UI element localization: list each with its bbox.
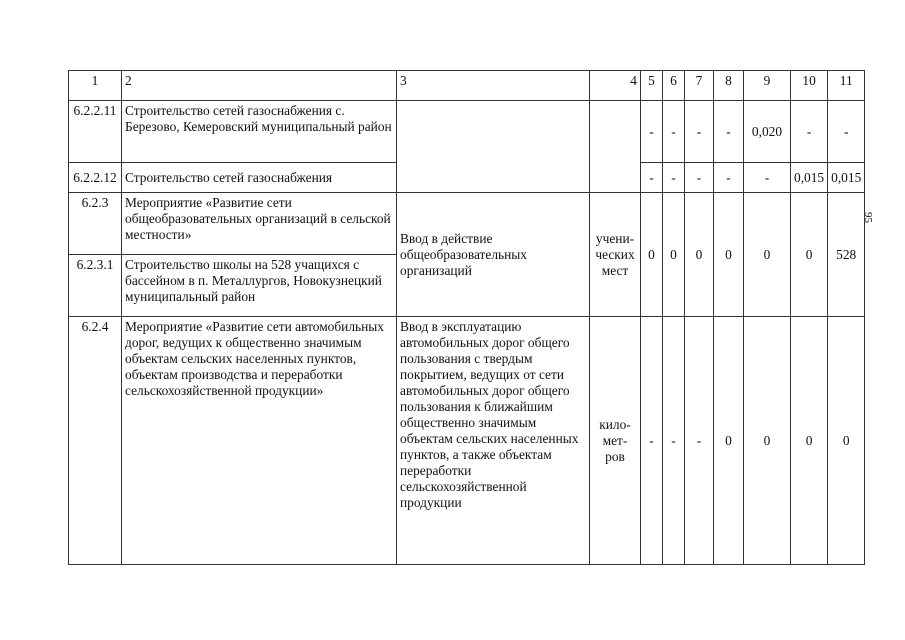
header-cell: 5: [641, 71, 663, 101]
row-name: Мероприятие «Развитие сети общеобразовательных организаций в сельской местности»: [122, 193, 397, 255]
value-cell: 528: [828, 193, 865, 317]
value-cell: -: [663, 101, 685, 163]
value-cell: -: [714, 163, 744, 193]
table-row: [69, 101, 865, 163]
header-cell: 10: [791, 71, 828, 101]
value-cell: 0,015: [828, 163, 865, 193]
row-number: 6.2.4: [69, 317, 122, 565]
header-cell: 2: [122, 71, 397, 101]
row-name: Строительство школы на 528 учащихся с бассейном в п. Металлургов, Новокузнецкий муниципальный район: [122, 255, 397, 317]
row-name: Строительство сетей газоснабжения: [122, 163, 397, 193]
value-cell: -: [791, 101, 828, 163]
header-cell: 3: [397, 71, 590, 101]
value-cell: 0,020: [744, 101, 791, 163]
header-cell: 9: [744, 71, 791, 101]
value-cell: 0: [685, 193, 714, 317]
header-cell: 7: [685, 71, 714, 101]
header-cell: 11: [828, 71, 865, 101]
value-cell: -: [663, 317, 685, 565]
indicator-cell: Ввод в эксплуатацию автомобильных дорог общего пользования с твердым покрытием, ведущих от сети автомобильных дорог общего пользования к ближайшим общественно значимым объектам сельских населенных пунктов, а также объектам переработки сельскохозяйственной продукции: [397, 317, 590, 565]
unit-cell-empty: [590, 101, 641, 193]
value-cell: 0: [791, 193, 828, 317]
value-cell: -: [744, 163, 791, 193]
indicator-cell-empty: [397, 101, 590, 193]
header-cell: 6: [663, 71, 685, 101]
value-cell: -: [714, 101, 744, 163]
value-cell: 0: [828, 317, 865, 565]
header-row: [69, 71, 865, 101]
row-number: 6.2.3.1: [69, 255, 122, 317]
table-row: [69, 193, 865, 255]
value-cell: -: [663, 163, 685, 193]
value-cell: 0: [714, 193, 744, 317]
header-cell: 1: [69, 71, 122, 101]
row-number: 6.2.2.12: [69, 163, 122, 193]
value-cell: 0: [744, 193, 791, 317]
program-table: [68, 70, 865, 565]
row-name: Мероприятие «Развитие сети автомобильных дорог, ведущих к общественно значимым объектам сельских населенных пунктов, объектам производства и переработки сельскохозяйственной продукции»: [122, 317, 397, 565]
indicator-cell: Ввод в действие общеобразовательных организаций: [397, 193, 590, 317]
value-cell: -: [641, 163, 663, 193]
value-cell: -: [641, 101, 663, 163]
value-cell: 0: [744, 317, 791, 565]
unit-cell: кило-мет-ров: [590, 317, 641, 565]
value-cell: 0: [663, 193, 685, 317]
value-cell: -: [828, 101, 865, 163]
value-cell: 0: [641, 193, 663, 317]
unit-cell: учени-ческих мест: [590, 193, 641, 317]
value-cell: 0,015: [791, 163, 828, 193]
header-cell: 8: [714, 71, 744, 101]
row-number: 6.2.2.11: [69, 101, 122, 163]
value-cell: -: [685, 317, 714, 565]
value-cell: -: [641, 317, 663, 565]
row-number: 6.2.3: [69, 193, 122, 255]
table-row: [69, 317, 865, 565]
page-number: 95: [862, 212, 874, 223]
header-cell: 4: [590, 71, 641, 101]
value-cell: 0: [714, 317, 744, 565]
value-cell: -: [685, 163, 714, 193]
value-cell: -: [685, 101, 714, 163]
value-cell: 0: [791, 317, 828, 565]
row-name: Строительство сетей газоснабжения с. Березово, Кемеровский муниципальный район: [122, 101, 397, 163]
